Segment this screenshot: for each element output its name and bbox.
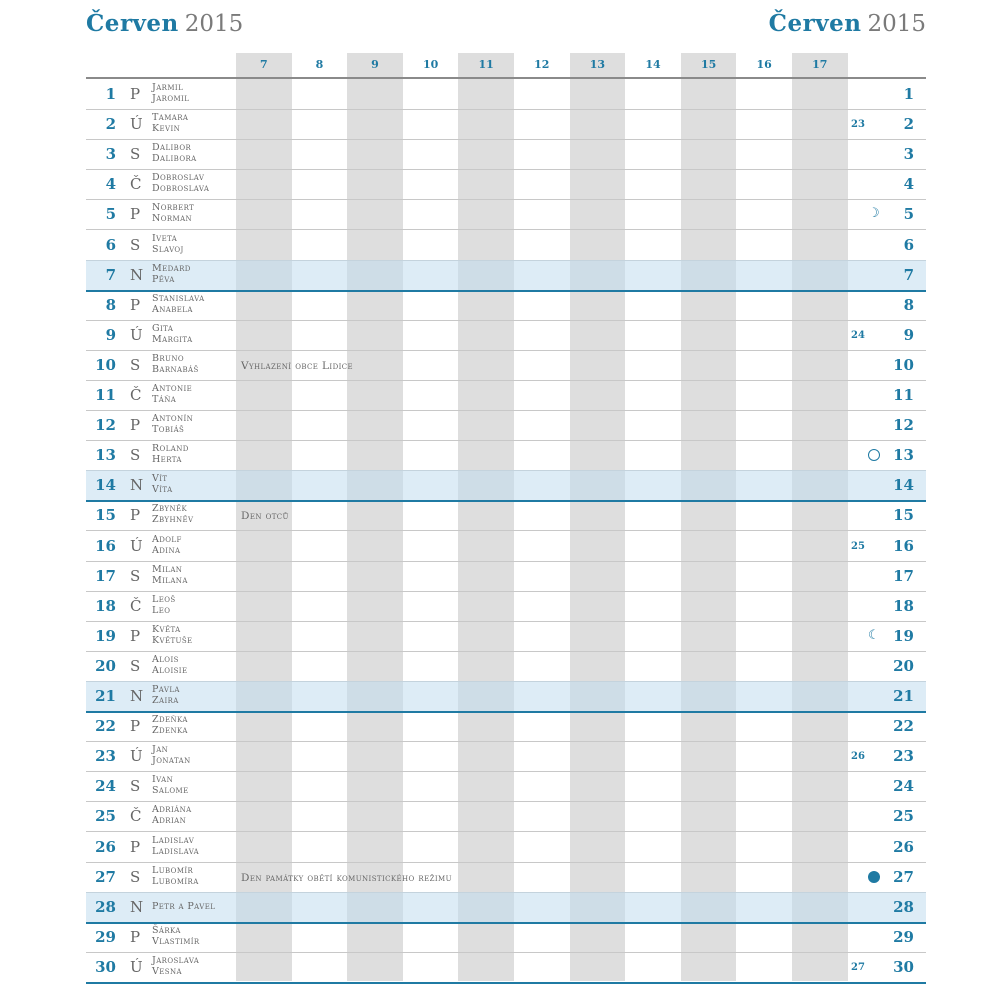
day-number-right: 1 <box>903 85 914 103</box>
name-days <box>152 503 193 525</box>
name-days <box>152 443 189 465</box>
day-number-right: 26 <box>893 837 914 856</box>
name-day-1: Adriána <box>152 804 192 816</box>
name-days <box>152 293 205 315</box>
name-day-2: Leo <box>152 604 171 616</box>
hour-label: 15 <box>700 58 717 71</box>
day-number: 28 <box>95 897 116 916</box>
name-days <box>152 473 173 495</box>
day-row[interactable] <box>86 500 926 531</box>
weekday-letter: P <box>130 927 141 946</box>
weekday-letter: S <box>130 867 141 886</box>
day-number-right: 6 <box>903 235 914 254</box>
name-days <box>152 955 199 977</box>
day-number-right: 8 <box>903 295 914 314</box>
weekday-letter: S <box>130 235 141 254</box>
name-days <box>152 654 187 676</box>
weekday-letter: N <box>130 897 144 916</box>
day-number-right: 3 <box>903 145 914 164</box>
full-moon-icon <box>868 449 880 461</box>
name-days <box>152 925 200 947</box>
day-row[interactable] <box>86 260 926 292</box>
weekday-letter: Ú <box>130 747 143 766</box>
name-day-2: Margita <box>152 333 193 345</box>
day-number: 9 <box>105 325 116 344</box>
week-number: 24 <box>851 329 865 341</box>
name-days <box>152 901 215 912</box>
name-day-2: Vlastimír <box>152 935 200 947</box>
name-day-2: Norman <box>152 213 193 225</box>
title-year: 2015 <box>867 11 926 37</box>
day-number-right: 9 <box>903 325 914 344</box>
name-days <box>152 534 182 556</box>
day-number: 4 <box>105 175 116 194</box>
name-days <box>152 142 197 164</box>
day-number: 5 <box>105 205 116 224</box>
hour-label: 13 <box>589 58 606 71</box>
weekday-letter: S <box>130 145 141 164</box>
day-number: 7 <box>105 265 116 284</box>
weekday-letter: Ú <box>130 536 143 555</box>
day-number-right: 29 <box>893 927 914 946</box>
hour-label: 11 <box>478 58 494 71</box>
name-day-1: Vít <box>152 473 168 485</box>
weekday-letter: Ú <box>130 957 143 976</box>
day-row[interactable] <box>86 561 926 592</box>
name-day-1: Bruno <box>152 352 185 364</box>
day-number-right: 12 <box>893 416 914 435</box>
name-day-1: Zdeňka <box>152 714 188 726</box>
weekday-letter: Č <box>130 386 142 404</box>
day-number: 21 <box>95 687 116 705</box>
day-number: 13 <box>95 446 116 465</box>
day-row[interactable] <box>86 350 926 381</box>
name-day-1: Květa <box>152 623 181 635</box>
name-day-1: Tamara <box>152 112 189 124</box>
name-day-2: Salome <box>152 785 189 797</box>
name-day-2: Jaromil <box>152 93 190 104</box>
day-number-right: 13 <box>893 446 914 465</box>
name-days <box>152 714 188 736</box>
name-day-2: Zbyhněv <box>152 514 194 526</box>
weekday-letter: Č <box>130 596 142 615</box>
week-number: 26 <box>851 751 865 763</box>
name-day-1: Alois <box>152 653 179 665</box>
day-number: 20 <box>95 656 116 675</box>
day-number-right: 16 <box>893 536 914 555</box>
name-day-2: Barnabáš <box>152 363 199 375</box>
name-day-1: Dobroslav <box>152 172 205 184</box>
day-number: 10 <box>95 355 116 374</box>
first-quarter-moon-icon: ☽ <box>868 206 880 222</box>
name-day-1: Stanislava <box>152 292 205 304</box>
day-number-right: 11 <box>893 386 914 404</box>
day-number-right: 25 <box>893 807 914 826</box>
day-number-right: 27 <box>893 867 914 886</box>
day-number-right: 19 <box>893 626 914 645</box>
name-day-1: Jarmil <box>152 82 184 93</box>
day-number: 29 <box>95 927 116 946</box>
name-days <box>152 564 188 586</box>
day-number: 30 <box>95 957 116 976</box>
day-row[interactable] <box>86 109 926 140</box>
day-row[interactable] <box>86 591 926 622</box>
name-day-2: Tobiáš <box>152 424 185 436</box>
title-year: 2015 <box>184 11 244 37</box>
weekday-letter: S <box>130 566 141 585</box>
day-row[interactable] <box>86 952 926 984</box>
name-day-2: Ladislava <box>152 845 200 857</box>
new-moon-icon <box>868 871 880 883</box>
name-day-2: Lubomíra <box>152 875 199 887</box>
name-days <box>152 865 199 887</box>
day-number-right: 15 <box>893 506 914 525</box>
weekday-letter: P <box>130 837 141 856</box>
name-days <box>152 202 194 224</box>
day-row[interactable] <box>86 832 926 863</box>
day-row[interactable] <box>86 711 926 742</box>
weekday-letter: Č <box>130 807 142 826</box>
name-days <box>152 744 191 766</box>
name-day-1: Zbyněk <box>152 503 188 515</box>
name-day-2: Zaira <box>152 695 179 706</box>
weekday-letter: P <box>130 626 141 645</box>
day-number: 23 <box>95 747 116 766</box>
day-number-right: 7 <box>903 265 914 284</box>
name-day-2: Kevin <box>152 123 181 135</box>
title-month: Červen <box>86 10 179 37</box>
name-day-2: Aloisie <box>152 664 188 676</box>
day-row[interactable] <box>86 741 926 772</box>
name-days <box>152 82 189 104</box>
day-number: 25 <box>95 807 116 826</box>
name-day-1: Roland <box>152 443 189 455</box>
name-day-1: Lubomír <box>152 864 194 876</box>
weekday-letter: P <box>130 416 141 435</box>
hour-label: 8 <box>315 58 324 71</box>
name-day-1: Antonín <box>152 413 194 425</box>
weekday-letter: P <box>130 205 141 224</box>
day-number-right: 22 <box>893 717 914 736</box>
day-row[interactable] <box>86 801 926 832</box>
weekday-letter: N <box>130 687 144 705</box>
name-day-1: Pavla <box>152 684 180 695</box>
name-days <box>152 353 199 375</box>
title-month: Červen <box>768 10 862 37</box>
day-row[interactable] <box>86 230 926 261</box>
holiday-note: Den památky obětí komunistického režimu <box>241 871 452 884</box>
name-day-1: Milan <box>152 563 183 575</box>
weekday-letter: P <box>130 506 141 525</box>
day-number-right: 23 <box>893 747 914 766</box>
day-number: 24 <box>95 777 116 796</box>
day-number: 1 <box>105 85 116 103</box>
weekday-letter: P <box>130 295 141 314</box>
day-row[interactable] <box>86 169 926 200</box>
name-day-2: Jonatan <box>152 755 191 767</box>
day-number: 3 <box>105 145 116 164</box>
weekday-letter: N <box>130 265 144 284</box>
weekday-letter: P <box>130 717 141 736</box>
name-days <box>152 263 191 285</box>
day-number-right: 30 <box>893 957 914 976</box>
weekday-letter: S <box>130 355 141 374</box>
day-number: 22 <box>95 717 116 736</box>
day-row[interactable] <box>86 531 926 562</box>
name-day-1: Jan <box>152 744 169 756</box>
name-days <box>152 804 192 826</box>
name-day-1: Leoš <box>152 593 176 605</box>
name-day-1: Antonie <box>152 383 193 394</box>
day-row[interactable] <box>86 470 926 502</box>
weekday-letter: S <box>130 777 141 796</box>
hour-label: 12 <box>534 58 550 71</box>
name-day-1: Jaroslava <box>152 954 200 966</box>
hour-label: 9 <box>371 58 379 71</box>
name-days <box>152 624 193 646</box>
name-day-2: Zdenka <box>152 725 188 737</box>
day-number: 17 <box>95 566 116 585</box>
name-day-2: Adina <box>152 544 181 556</box>
weekday-letter: Ú <box>130 325 143 344</box>
weekday-letter: S <box>130 446 141 465</box>
weekday-letter: Č <box>130 175 142 194</box>
name-day-2: Slavoj <box>152 243 184 255</box>
name-day-2: Herta <box>152 454 182 466</box>
day-number: 19 <box>95 626 116 645</box>
day-row[interactable] <box>86 681 926 713</box>
name-day-2: Adrian <box>152 815 187 827</box>
weekday-letter: S <box>130 656 141 675</box>
day-number: 2 <box>105 115 116 134</box>
day-row[interactable] <box>86 320 926 351</box>
day-number-right: 10 <box>893 355 914 374</box>
name-day-1: Iveta <box>152 232 178 244</box>
day-number-right: 14 <box>893 476 914 495</box>
name-day-1: Ivan <box>152 774 174 786</box>
hour-label: 10 <box>422 58 439 71</box>
day-number: 16 <box>95 536 116 555</box>
name-days <box>152 774 189 796</box>
name-day-1: Šárka <box>152 924 181 936</box>
name-day-2: Anabela <box>152 303 193 315</box>
day-number-right: 20 <box>893 656 914 675</box>
day-number-right: 2 <box>903 115 914 134</box>
day-number-right: 5 <box>903 205 914 224</box>
name-day-2: Táňa <box>152 394 177 405</box>
hour-label: 7 <box>259 58 268 71</box>
week-number: 25 <box>851 540 865 552</box>
day-number-right: 28 <box>893 897 914 916</box>
day-number-right: 21 <box>893 687 914 705</box>
name-day-2: Víta <box>152 484 173 496</box>
name-days <box>152 835 199 857</box>
name-days <box>152 233 184 255</box>
name-days <box>152 323 193 345</box>
day-row[interactable] <box>86 651 926 682</box>
day-row[interactable] <box>86 79 926 110</box>
weekday-letter: Ú <box>130 115 143 134</box>
day-number: 8 <box>105 295 116 314</box>
weekday-letter: P <box>130 85 141 103</box>
name-day-2: Dalibora <box>152 153 197 165</box>
name-day-2: Květuše <box>152 634 193 646</box>
name-day-1: Dalibor <box>152 142 192 154</box>
day-row[interactable] <box>86 380 926 411</box>
name-days <box>152 594 176 616</box>
day-row[interactable] <box>86 139 926 170</box>
name-day-1: Gita <box>152 322 174 334</box>
day-row[interactable] <box>86 290 926 321</box>
day-row[interactable] <box>86 771 926 802</box>
name-day-1: Medard <box>152 262 191 274</box>
name-days <box>152 684 180 706</box>
day-number-right: 17 <box>893 566 914 585</box>
day-number: 27 <box>95 867 116 886</box>
name-day-2: Milana <box>152 574 188 586</box>
day-number: 26 <box>95 837 116 856</box>
day-number: 11 <box>95 386 116 404</box>
day-number-right: 18 <box>893 596 914 615</box>
day-row[interactable] <box>86 922 926 953</box>
last-quarter-moon-icon: ☾ <box>868 627 880 643</box>
name-day-1: Norbert <box>152 202 195 214</box>
hour-label: 17 <box>812 58 828 71</box>
holiday-note: Vyhlazení obce Lidice <box>241 359 354 372</box>
day-number: 14 <box>95 476 116 495</box>
name-days <box>152 413 193 435</box>
day-number-right: 4 <box>903 175 914 194</box>
day-row[interactable] <box>86 199 926 230</box>
name-days <box>152 172 209 194</box>
name-days <box>152 112 188 134</box>
name-day-1: Ladislav <box>152 834 195 846</box>
name-day-2: Vesna <box>152 965 182 977</box>
day-row[interactable] <box>86 440 926 471</box>
day-number: 18 <box>95 596 116 615</box>
hour-label: 16 <box>756 58 772 71</box>
name-day-2: Dobroslava <box>152 183 210 195</box>
name-day-1: Adolf <box>152 533 182 545</box>
day-row[interactable] <box>86 892 926 924</box>
weekday-letter: N <box>130 476 144 495</box>
day-row[interactable] <box>86 410 926 441</box>
day-row[interactable] <box>86 862 926 893</box>
holiday-note: Den otců <box>241 510 289 523</box>
week-number: 27 <box>851 961 865 973</box>
week-number: 23 <box>851 119 865 131</box>
day-number: 6 <box>105 235 116 254</box>
day-row[interactable] <box>86 621 926 652</box>
name-day-1: Petr a Pavel <box>152 900 216 912</box>
day-number-right: 24 <box>893 777 914 796</box>
day-number: 15 <box>95 506 116 525</box>
name-days <box>152 383 192 405</box>
name-day-2: Pěva <box>152 273 175 285</box>
day-number: 12 <box>95 416 116 435</box>
hour-label: 14 <box>645 58 661 71</box>
